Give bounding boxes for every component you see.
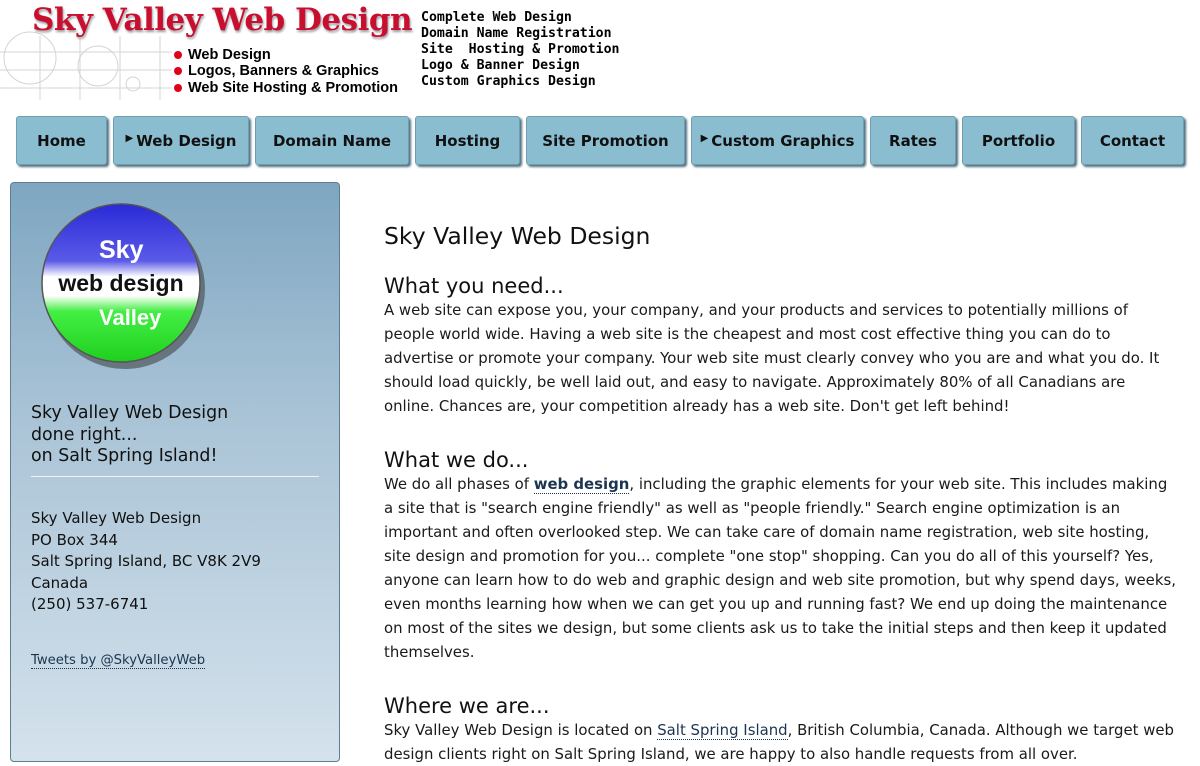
salt-spring-island-link[interactable]: Salt Spring Island bbox=[657, 721, 788, 739]
nav-rates-button[interactable]: Rates bbox=[870, 116, 956, 165]
nav-home-button[interactable]: Home bbox=[16, 116, 107, 165]
logo-badge bbox=[41, 203, 211, 373]
sidebar bbox=[10, 182, 340, 762]
bullet-dot-icon bbox=[174, 51, 182, 59]
main-nav bbox=[0, 116, 1200, 168]
nav-web-design-button[interactable]: ▶ Web Design bbox=[113, 116, 249, 165]
tweets-link[interactable]: Tweets by @SkyValleyWeb bbox=[31, 653, 206, 668]
section-text-are: Sky Valley Web Design is located on Salt Spring Island, British Columbia, Canada. Although we target web design clients right on Salt Spring Island, we are happy to also handle requests from all over. bbox=[384, 721, 1174, 763]
sidebar-divider bbox=[31, 476, 319, 477]
section-heading-need: What you need... bbox=[384, 274, 564, 298]
section-text-do: We do all phases of web design, including the graphic elements for your web site. This includes making a site that is "search engine friendly" as well as "people friendly." Search engine optimization is an important and often overlooked step. We can take care of domain name registration, web site hosting, site design and promotion for you... complete "one stop" shopping. Can you do all of this yourself? Yes, anyone can learn how to do web and graphic design and web site promotion, but why spend days, weeks, even months learning how when we can get you up and running fast? We end up doing the maintenance on most of the sites we design, but some clients ask us to take the initial steps and then keep it updated themselves. bbox=[384, 475, 1176, 661]
site-header bbox=[0, 0, 1200, 108]
nav-contact-button[interactable]: Contact bbox=[1081, 116, 1184, 165]
submenu-arrow-icon: ▶ bbox=[125, 133, 134, 144]
submenu-arrow-icon: ▶ bbox=[700, 133, 709, 144]
contact-address: Sky Valley Web Design PO Box 344 Salt Spring Island, BC V8K 2V9 Canada (250) 537-6741 bbox=[31, 508, 321, 616]
service-bullet: Web Site Hosting & Promotion bbox=[174, 80, 398, 96]
service-bullet-list bbox=[174, 47, 398, 96]
page-title: Sky Valley Web Design bbox=[384, 222, 651, 250]
nav-site-promotion-button[interactable]: Site Promotion bbox=[526, 116, 685, 165]
main-content bbox=[384, 220, 1176, 766]
site-title: Sky Valley Web Design bbox=[32, 2, 413, 38]
badge-bottom-text: Valley bbox=[99, 305, 162, 330]
web-design-link[interactable]: web design bbox=[533, 475, 630, 493]
services-item: Domain Name Registration bbox=[421, 26, 612, 42]
badge-top-text: Sky bbox=[99, 236, 144, 264]
sidebar-tagline: Sky Valley Web Design done right... on Salt Spring Island! bbox=[31, 403, 229, 466]
nav-domain-name-button[interactable]: Domain Name bbox=[255, 116, 409, 165]
nav-custom-graphics-button[interactable]: ▶ Custom Graphics bbox=[691, 116, 864, 165]
services-item: Site Hosting & Promotion bbox=[421, 42, 620, 58]
services-item: Logo & Banner Design bbox=[421, 58, 580, 74]
nav-portfolio-button[interactable]: Portfolio bbox=[962, 116, 1075, 165]
section-text-need: A web site can expose you, your company, and your products and services to potentially millions of people world wide. Having a web site is the cheapest and most cost effective thing you can do to advertise or promote your company. Your web site must clearly convey who you are and what you do. It should load quickly, be well laid out, and easy to navigate. Approximately 80% of all Canadians are online. Chances are, your competition already has a web site. Don't get left behind! bbox=[384, 301, 1160, 415]
service-bullet: Logos, Banners & Graphics bbox=[174, 63, 398, 79]
bullet-dot-icon bbox=[174, 84, 182, 92]
section-heading-do: What we do... bbox=[384, 448, 529, 472]
services-item: Custom Graphics Design bbox=[421, 74, 596, 90]
nav-hosting-button[interactable]: Hosting bbox=[415, 116, 520, 165]
bullet-dot-icon bbox=[174, 67, 182, 75]
service-bullet: Web Design bbox=[174, 47, 398, 63]
section-heading-are: Where we are... bbox=[384, 694, 550, 718]
phone-number: (250) 537-6741 bbox=[31, 595, 149, 614]
badge-middle-text: web design bbox=[58, 270, 184, 296]
services-list bbox=[421, 10, 620, 90]
services-item: Complete Web Design bbox=[421, 10, 572, 25]
